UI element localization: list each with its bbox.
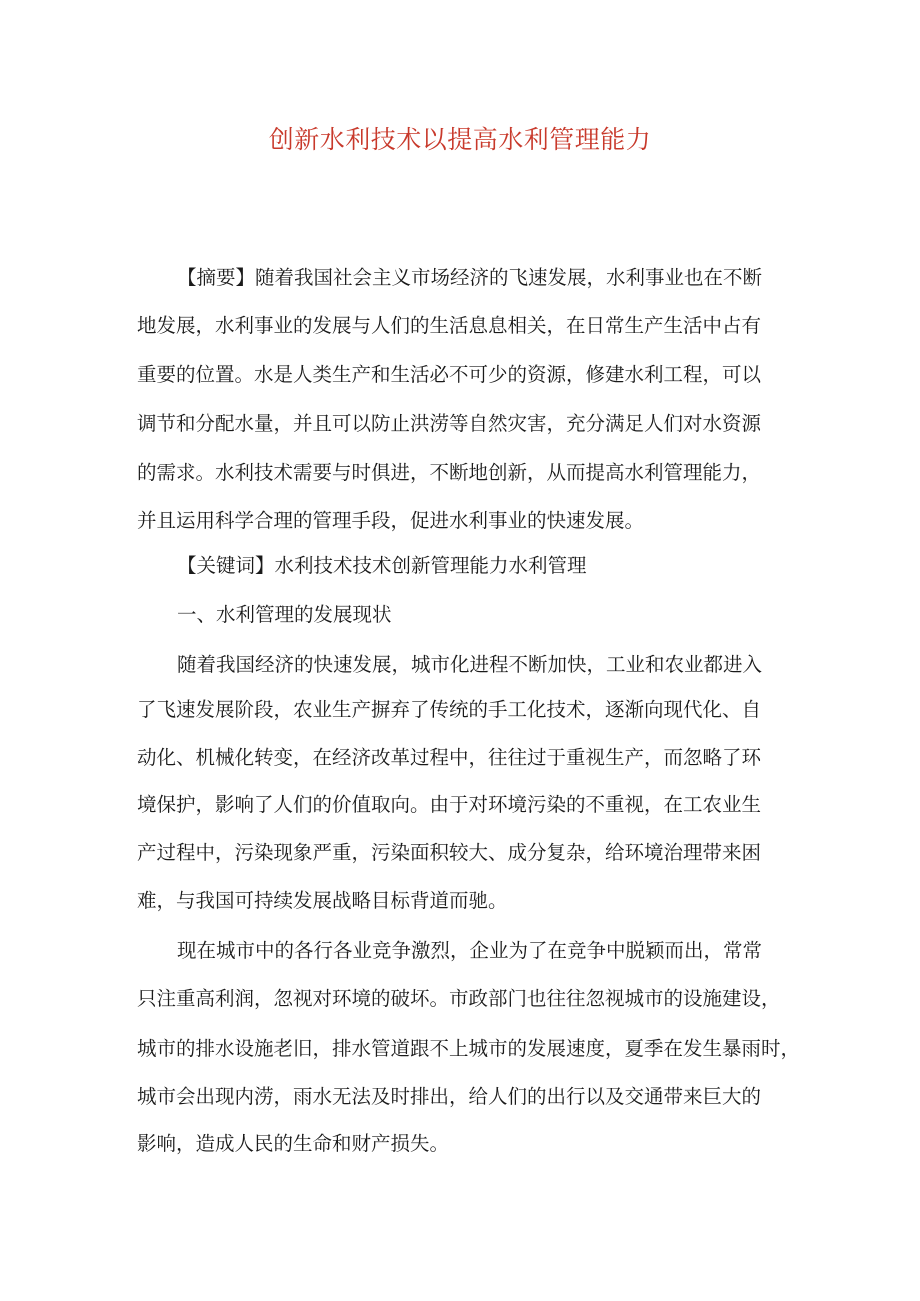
paragraph2-line: 影响，造成人民的生命和财产损失。 — [137, 1132, 450, 1155]
section-heading: 一、水利管理的发展现状 — [177, 603, 392, 626]
paragraph1-line: 难，与我国可持续发展战略目标背道而驰。 — [137, 889, 508, 912]
paragraph1-line: 随着我国经济的快速发展，城市化进程不断加快，工业和农业都进入 — [177, 653, 763, 676]
paragraph1-line: 产过程中，污染现象严重，污染面积较大、成分复杂，给环境治理带来困 — [137, 841, 762, 864]
paragraph2-line: 城市会出现内涝，雨水无法及时排出，给人们的出行以及交通带来巨大的 — [137, 1085, 762, 1108]
abstract-line: 的需求。水利技术需要与时俱进，不断地创新，从而提高水利管理能力， — [137, 461, 762, 484]
abstract-line: 调节和分配水量，并且可以防止洪涝等自然灾害，充分满足人们对水资源 — [137, 412, 762, 435]
paragraph2-line: 只注重高利润，忽视对环境的破坏。市政部门也往往忽视城市的设施建设， — [137, 987, 781, 1010]
paragraph1-line: 动化、机械化转变，在经济改革过程中，往往过于重视生产，而忽略了环 — [137, 746, 762, 769]
abstract-line: 【摘要】随着我国社会主义市场经济的飞速发展，水利事业也在不断 — [177, 266, 763, 289]
abstract-line: 重要的位置。水是人类生产和生活必不可少的资源，修建水利工程，可以 — [137, 363, 762, 386]
paragraph1-line: 境保护，影响了人们的价值取向。由于对环境污染的不重视，在工农业生 — [137, 793, 762, 816]
paragraph2-line: 现在城市中的各行各业竞争激烈，企业为了在竞争中脱颖而出，常常 — [177, 939, 763, 962]
keywords-line: 【关键词】水利技术技术创新管理能力水利管理 — [177, 554, 587, 577]
abstract-line: 并且运用科学合理的管理手段，促进水利事业的快速发展。 — [137, 509, 645, 532]
paragraph1-line: 了飞速发展阶段，农业生产摒弃了传统的手工化技术，逐渐向现代化、自 — [137, 698, 762, 721]
paragraph2-line: 城市的排水设施老旧，排水管道跟不上城市的发展速度，夏季在发生暴雨时， — [137, 1037, 801, 1060]
document-title: 创新水利技术以提高水利管理能力 — [268, 125, 652, 154]
abstract-line: 地发展，水利事业的发展与人们的生活息息相关，在日常生产生活中占有 — [137, 314, 762, 337]
